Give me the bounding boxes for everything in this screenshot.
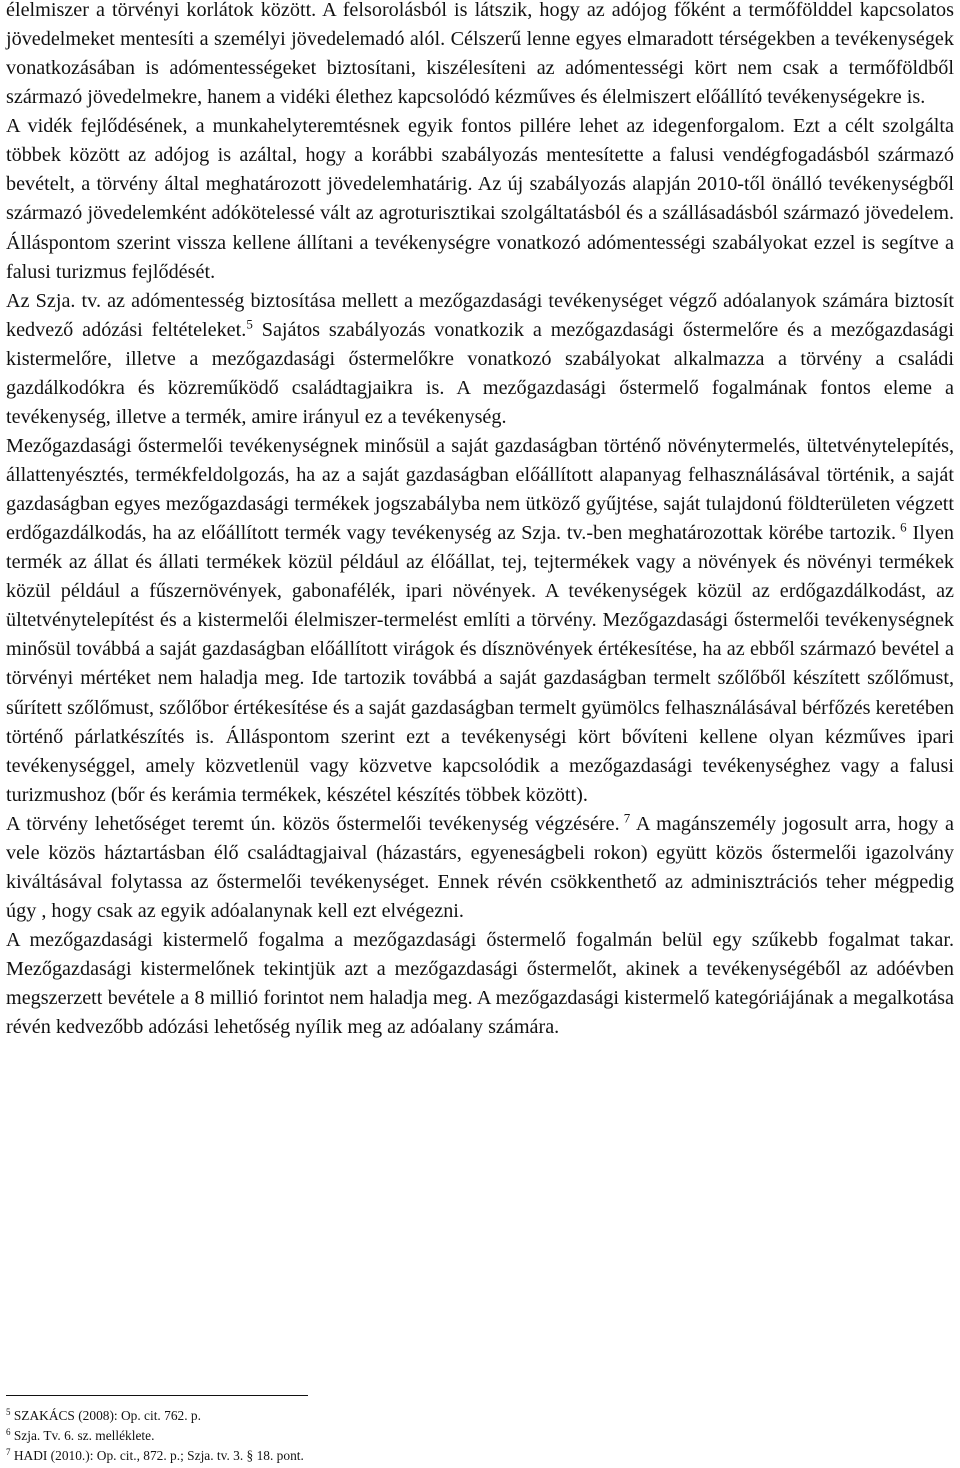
paragraph-5-text-b: A magánszemély jogosult arra, hogy a vele közös háztartásban élő családtagjaival (házastárs, egyeneságbeli rokon) együtt közös őstermelői igazolvány kiváltásával folytassa az őstermelői tevékenységet. Ennek révén csökkenthető az adminisztrációs teher mégpedig úgy , hogy csak az egyik adóalanynak kell ezt elvégezni. xyxy=(6,812,954,922)
footnote-number: 7 xyxy=(6,1447,11,1457)
footnote-number: 6 xyxy=(6,1427,11,1437)
paragraph-3-text-a: Az Szja. tv. az adómentesség biztosítása mellett a mezőgazdasági tevékenységet végző adóalanyok számára biztosít kedvező adózási feltételeket. xyxy=(6,289,954,341)
paragraph-4-text-b: Ilyen termék az állat és állati termékek közül például az élőállat, tej, tejtermékek vagy a növények és növényi termékek közül például a fűszernövények, gabonafélék, ipari növények. A tevékenységek közül az erdőgazdálkodást, az ültetvénytelepítést és a kistermelői élelmiszer-termelést említi a törvény. Mezőgazdasági őstermelői tevékenységnek minősül továbbá a saját gazdaságban előállított virágok és dísznövények értékesítése, ha az ebből származó bevétel a törvényi mértéket nem haladja meg. Ide tartozik továbbá a saját gazdaságban termelt szőlőből készített szőlőmust, sűrített szőlőmust, szőlőbor értékesítése és a saját gazdaságban termelt gyümölcs felhasználásával bérfőzés keretében történő párlatkészítés is. Álláspontom szerint ezt a tevékenységi kört bővíteni kellene olyan kézműves ipari tevékenységgel, amely közvetlenül vagy közvetve kapcsolódik a mezőgazdasági tevékenységhez vagy a falusi turizmushoz (bőr és kerámia termékek, készétel készítés többek között). xyxy=(6,522,955,806)
footnote-ref-7[interactable]: 7 xyxy=(623,810,631,826)
footnote-text: SZAKÁCS (2008): Op. cit. 762. p. xyxy=(13,1408,201,1423)
paragraph-4 xyxy=(6,432,954,810)
footnote-text: HADI (2010.): Op. cit., 872. p.; Szja. tv. 3. § 18. pont. xyxy=(13,1448,304,1463)
footnote-6 xyxy=(6,1426,954,1446)
footnote-number: 5 xyxy=(6,1407,11,1417)
footnote-ref-6[interactable]: 6 xyxy=(900,519,907,535)
paragraph-4-text-a: Mezőgazdasági őstermelői tevékenységnek minősül a saját gazdaságban történő növénytermelés, ültetvénytelepítés, állattenyésztés, termékfeldolgozás, ha az a saját gazdaságban előállított alapanyag felhasználásával történik, a saját gazdaságban egyes mezőgazdasági termékek jogszabályba nem ütköző gyűjtése, saját tulajdonú földterületen végzett erdőgazdálkodás, ha az előállított termék vagy tevékenység az Szja. tv.-ben meghatározottak körébe tartozik. xyxy=(6,434,954,545)
footnote-text: Szja. Tv. 6. sz. melléklete. xyxy=(13,1428,155,1443)
paragraph-3 xyxy=(6,287,954,432)
paragraph-5-text-a: A törvény lehetőséget teremt ún. közös őstermelői tevékenység végzésére. xyxy=(6,812,620,835)
footnote-7 xyxy=(6,1446,954,1466)
body-text xyxy=(6,0,954,1042)
footnote-separator xyxy=(6,1395,308,1396)
paragraph-3-text-b: Sajátos szabályozás vonatkozik a mezőgazdasági őstermelőre és a mezőgazdasági kistermelőre, illetve a mezőgazdasági őstermelőkre vonatkozó szabályokat alkalmazza a törvény a családi gazdálkodókra és közreműködő családtagjaikra is. A mezőgazdasági őstermelő fogalmának fontos eleme a tevékenység, illetve a termék, amire irányul ez a tevékenység. xyxy=(6,318,954,428)
footnote-5 xyxy=(6,1406,954,1426)
paragraph-5 xyxy=(6,810,954,926)
paragraph-1: élelmiszer a törvényi korlátok között. A felsorolásból is látszik, hogy az adójog főként a termőfölddel kapcsolatos jövedelmeket mentesíti a személyi jövedelemadó alól. Célszerű lenne egyes elmaradott térségekben a tevékenységek vonatkozásában is adómentességeket biztosítani, kiszélesíteni az adómentességi kört nem csak a termőföldből származó jövedelmekre, hanem a vidéki élethez kapcsolódó kézműves és élelmiszert előállító tevékenységekre is. xyxy=(6,0,954,109)
footnote-ref-5[interactable]: 5 xyxy=(246,315,253,331)
paragraph-6: A mezőgazdasági kistermelő fogalma a mezőgazdasági őstermelő fogalmán belül egy szűkebb fogalmat takar. Mezőgazdasági kistermelőnek tekintjük azt a mezőgazdasági őstermelőt, akinek a tevékenységéből az adóévben megszerzett bevétele a 8 millió forintot nem haladja meg. A mezőgazdasági kistermelő kategóriájának a megalkotása révén kedvezőbb adózási lehetőség nyílik meg az adóalany számára. xyxy=(6,929,954,1039)
paragraph-2: A vidék fejlődésének, a munkahelyteremtésnek egyik fontos pillére lehet az idegenforgalom. Ezt a célt szolgálta többek között az adójog is azáltal, hogy a korábbi szabályozás mentesítette a falusi vendégfogadásból származó bevételt, a törvény által meghatározott jövedelemhatárig. Az új szabályozás alapján 2010-től önálló tevékenységből származó jövedelemként adókötelessé vált az agroturisztikai szolgáltatásból és a szállásadásból származó jövedelem. Álláspontom szerint vissza kellene állítani a tevékenységre vonatkozó adómentességi szabályokat ezzel is segítve a falusi turizmus fejlődését. xyxy=(6,115,954,283)
footnotes xyxy=(6,1406,954,1466)
